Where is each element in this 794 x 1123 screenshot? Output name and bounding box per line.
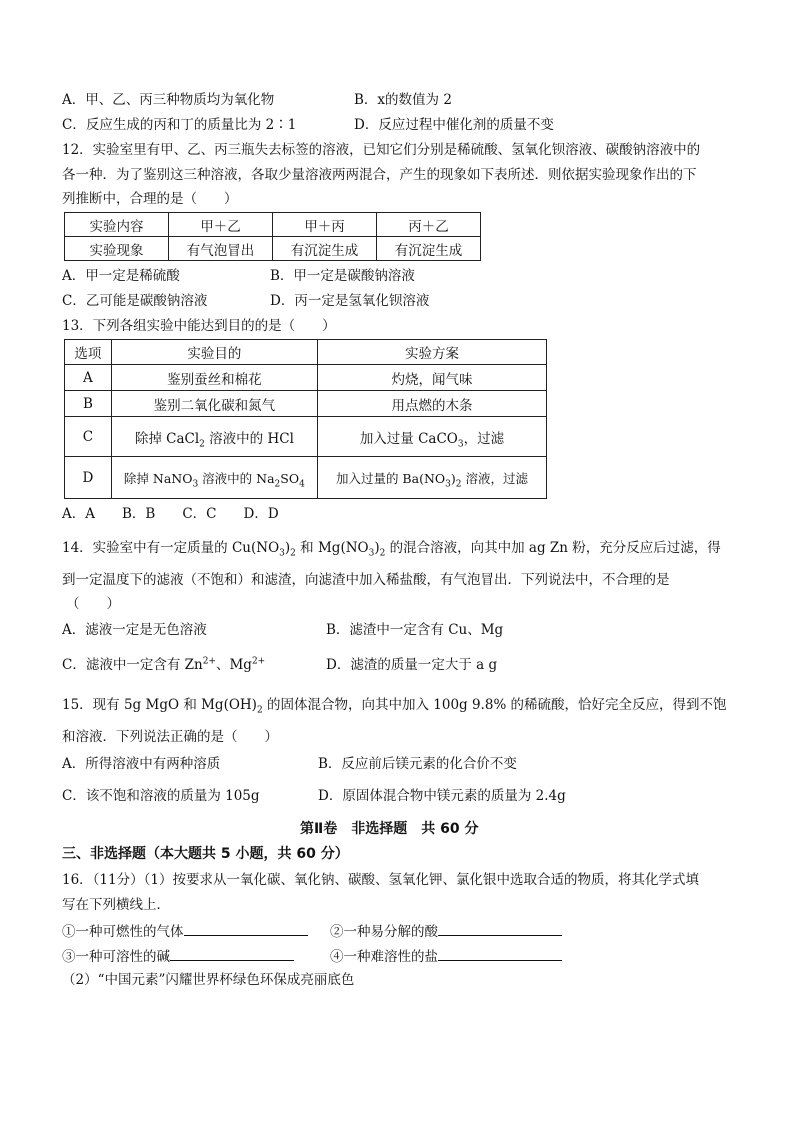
q11-option-b: B．x的数值为 2	[354, 92, 452, 108]
q14-option-b: B．滤渣中一定含有 Cu、Mg	[326, 622, 504, 638]
q12-option-c: C．乙可能是碳酸钠溶液	[62, 293, 208, 309]
q12-table-cell: 有沉淀生成	[273, 237, 377, 261]
q12-table-header: 丙＋乙	[377, 213, 481, 237]
q13-plan-cell: 灼烧，闻气味	[317, 365, 546, 391]
q16-item-2: ②一种易分解的酸	[330, 921, 562, 941]
q15-option-c: C．该不饱和溶液的质量为 105g	[62, 788, 260, 804]
q12-stem-line1: 12．实验室里有甲、乙、丙三瓶失去标签的溶液，已知它们分别是稀硫酸、氢氧化钡溶液、碳酸钠溶液中的	[62, 142, 701, 158]
q13-option-cell: B	[65, 391, 112, 417]
q16-part-2: （2）“中国元素”闪耀世界杯绿色环保成亮丽底色	[62, 972, 355, 988]
q16-stem-line2: 写在下列横线上．	[62, 897, 170, 913]
q12-option-a: A．甲一定是稀硫酸	[62, 268, 180, 284]
q13-plan-cell: 用点燃的木条	[317, 391, 546, 417]
q16-stem-line1: 16．（11分）（1）按要求从一氧化碳、氧化钠、碳酸、氢氧化钾、氯化银中选取合适的物质，将其化学式填	[62, 872, 699, 888]
q11-option-d: D．反应过程中催化剂的质量不变	[354, 117, 554, 133]
q12-option-d: D．丙一定是氢氧化钡溶液	[270, 293, 430, 309]
answer-blank[interactable]	[184, 921, 308, 936]
q13-goal-cell: 除掉 CaCl$_2$ 溶液中的 HCl	[111, 417, 317, 457]
q13-answer-options: A．A B．B C．C D．D	[62, 506, 279, 522]
q13-stem: 13．下列各组实验中能达到目的的是（ ）	[62, 318, 336, 334]
q13-plan-cell: 加入过量 CaCO$_3$，过滤	[317, 417, 546, 457]
q15-option-d: D．原固体混合物中镁元素的质量为 2.4g	[318, 788, 566, 804]
q12-stem-line2: 各一种．为了鉴别这三种溶液，各取少量溶液两两混合，产生的现象如下表所述．则依据实验现象作出的下	[62, 167, 697, 183]
q15-stem-line2: 和溶液．下列说法正确的是（ ）	[62, 729, 278, 745]
q12-table-cell: 实验现象	[65, 237, 169, 261]
part-title: 第Ⅱ卷 非选择题 共 60 分	[300, 821, 479, 837]
q13-table-header: 选项	[65, 340, 112, 365]
q13-goal-cell: 除掉 NaNO$_3$ 溶液中的 $Na_2SO_4$	[111, 457, 317, 499]
q12-table	[64, 212, 481, 261]
q14-stem-line2: 到一定温度下的滤液（不饱和）和滤渣，向滤渣中加入稀盐酸，有气泡冒出．下列说法中，不合理的是	[62, 572, 670, 588]
q12-table-header: 实验内容	[65, 213, 169, 237]
q11-option-a: A．甲、乙、丙三种物质均为氧化物	[62, 92, 275, 108]
q13-table-header: 实验方案	[317, 340, 546, 365]
q14-option-d: D．滤渣的质量一定大于 a g	[326, 657, 498, 673]
q16-item-4: ④一种难溶性的盐	[330, 946, 562, 966]
q13-goal-cell: 鉴别二氧化碳和氮气	[111, 391, 317, 417]
q14-option-c: C．滤液中一定含有 $Zn^{2+}$、$Mg^{2+}$	[62, 656, 266, 673]
q14-stem-line1: 14．实验室中有一定质量的 $Cu(NO_3)_2$ 和 $Mg(NO_3)_2$ 的混合溶液，向其中加 ag Zn 粉，充分反应后过滤，得	[62, 540, 721, 559]
q12-table-header: 甲＋丙	[273, 213, 377, 237]
answer-blank[interactable]	[438, 921, 562, 936]
q13-option-cell: A	[65, 365, 112, 391]
q12-option-b: B．甲一定是碳酸钠溶液	[270, 268, 415, 284]
q15-stem-line1: 15．现有 5g MgO 和 $Mg(OH)_2$ 的固体混合物，向其中加入 100g 9.8% 的稀硫酸，恰好完全反应，得到不饱	[62, 697, 727, 716]
q14-option-a: A．滤液一定是无色溶液	[62, 622, 207, 638]
answer-blank[interactable]	[438, 946, 562, 961]
answer-blank[interactable]	[170, 946, 294, 961]
section-heading: 三、非选择题（本大题共 5 小题，共 60 分）	[62, 846, 349, 862]
q13-table	[64, 339, 547, 499]
q13-option-cell: D	[65, 457, 112, 499]
q13-plan-cell: 加入过量的 $Ba(NO_3)_2$ 溶液，过滤	[317, 457, 546, 499]
q12-table-cell: 有沉淀生成	[377, 237, 481, 261]
q16-item-1: ①一种可燃性的气体	[62, 921, 308, 941]
q11-option-c: C．反应生成的丙和丁的质量比为 2∶1	[62, 117, 297, 133]
q15-option-a: A．所得溶液中有两种溶质	[62, 756, 221, 772]
q13-option-cell: C	[65, 417, 112, 457]
q13-table-header: 实验目的	[111, 340, 317, 365]
q12-table-header: 甲＋乙	[169, 213, 273, 237]
q12-stem-line3: 列推断中，合理的是（ ）	[62, 191, 238, 207]
q15-option-b: B．反应前后镁元素的化合价不变	[318, 756, 517, 772]
q14-stem-line3: （ ）	[66, 596, 120, 612]
q12-table-cell: 有气泡冒出	[169, 237, 273, 261]
q16-item-3: ③一种可溶性的碱	[62, 946, 294, 966]
q13-goal-cell: 鉴别蚕丝和棉花	[111, 365, 317, 391]
